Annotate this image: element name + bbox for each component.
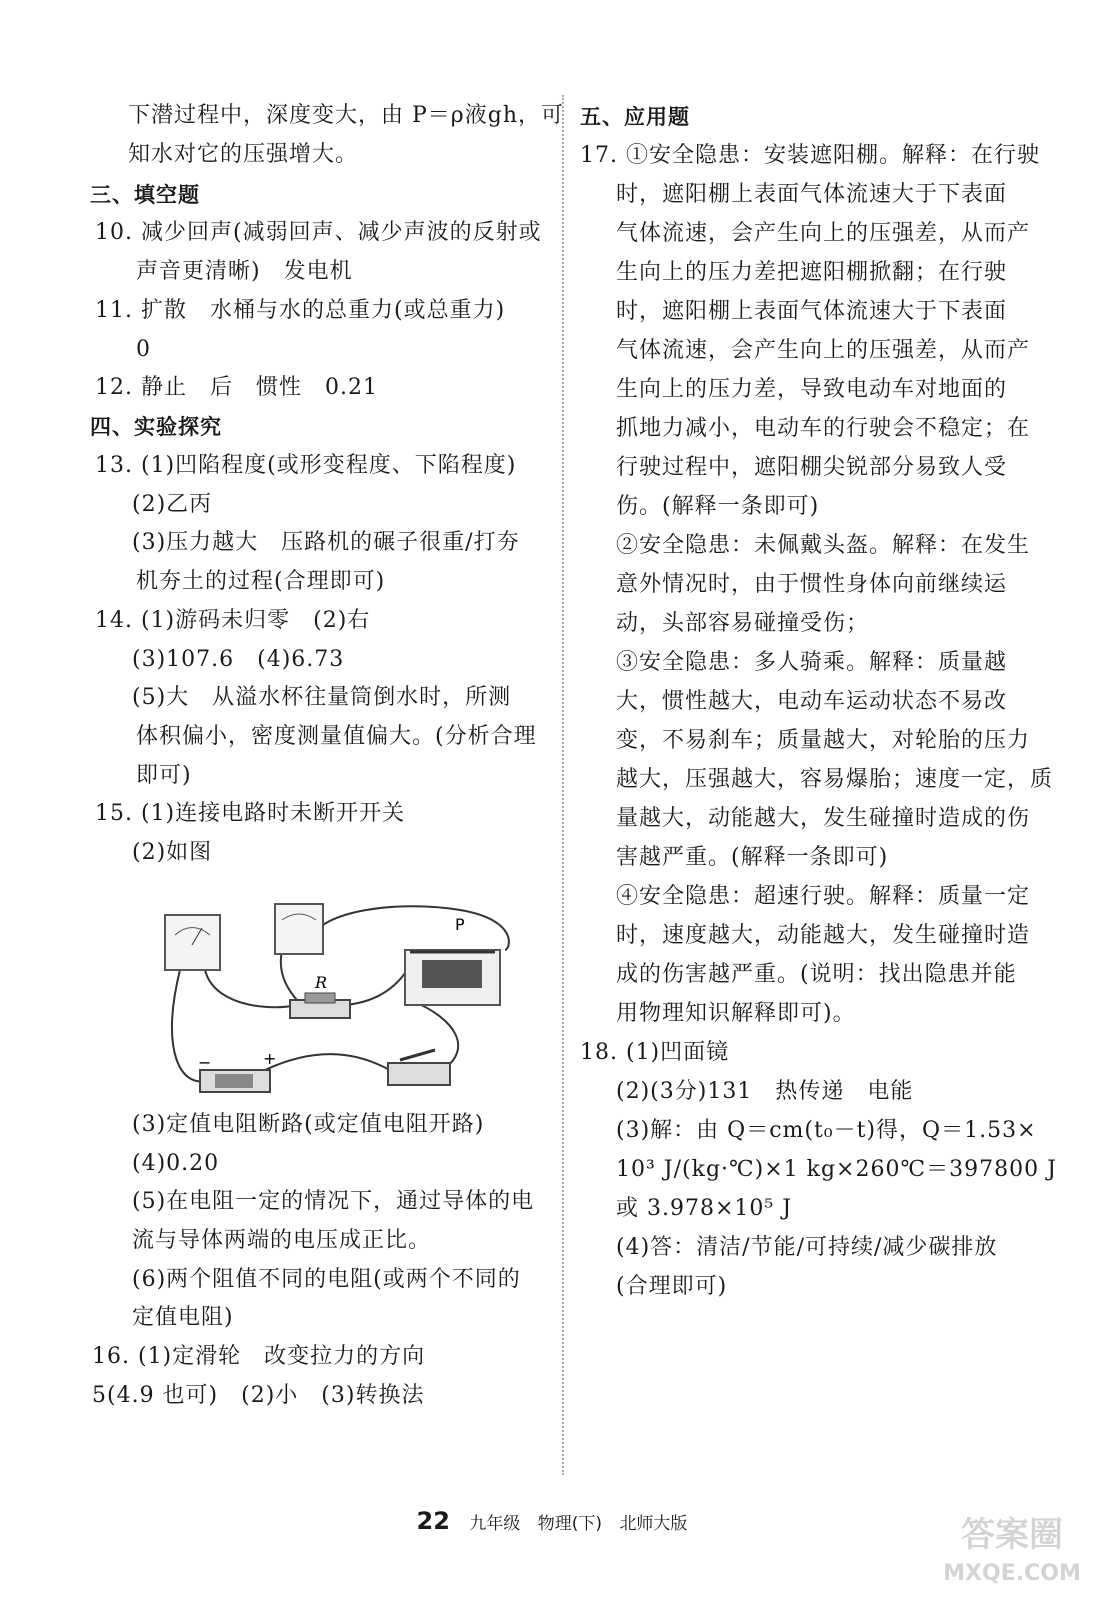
text-line: 伤。(解释一条即可) bbox=[616, 494, 820, 519]
section-heading: 五、应用题 bbox=[580, 105, 690, 129]
text-line: 行驶过程中，遮阳棚尖锐部分易致人受 bbox=[616, 455, 1008, 480]
text-line: 13. (1)凹陷程度(或形变程度、下陷程度) bbox=[95, 453, 517, 478]
subject-label: 物理(下) bbox=[537, 1514, 603, 1534]
rheostat-label: P bbox=[455, 915, 465, 934]
text-line: 体积偏小，密度测量值偏大。(分析合理 bbox=[136, 724, 537, 749]
text-line: 15. (1)连接电路时未断开开关 bbox=[95, 801, 406, 826]
text-line: 或 3.978×10⁵ J bbox=[616, 1196, 793, 1221]
page-number: 22 bbox=[416, 1507, 450, 1535]
text-line: 越大，压强越大，容易爆胎；速度一定，质 bbox=[616, 767, 1054, 792]
text-line: (2)(3分)131 热传递 电能 bbox=[616, 1079, 914, 1104]
text-line: 17. ①安全隐患：安装遮阳棚。解释：在行驶 bbox=[580, 143, 1040, 168]
text-line: 时，遮阳棚上表面气体流速大于下表面 bbox=[616, 299, 1008, 324]
text-line: 5(4.9 也可) (2)小 (3)转换法 bbox=[92, 1383, 425, 1408]
text-line: 时，速度越大，动能越大，发生碰撞时造 bbox=[616, 923, 1031, 948]
text-line: 流与导体两端的电压成正比。 bbox=[132, 1228, 432, 1253]
text-line: 10³ J/(kg·℃)×1 kg×260℃＝397800 J bbox=[616, 1157, 1057, 1182]
text-line: 16. (1)定滑轮 改变拉力的方向 bbox=[92, 1344, 426, 1369]
text-line: 18. (1)凹面镜 bbox=[580, 1040, 730, 1065]
text-line: (5)在电阻一定的情况下，通过导体的电 bbox=[132, 1189, 535, 1214]
text-line: 11. 扩散 水桶与水的总重力(或总重力) bbox=[95, 298, 506, 323]
grade-label: 九年级 bbox=[469, 1514, 521, 1534]
svg-text:MXQE.COM: MXQE.COM bbox=[943, 1561, 1081, 1586]
text-line: 12. 静止 后 惯性 0.21 bbox=[95, 375, 378, 400]
resistor-label: R bbox=[315, 973, 328, 992]
text-line: (2)乙丙 bbox=[132, 492, 213, 517]
text-line: 生向上的压力差把遮阳棚掀翻；在行驶 bbox=[616, 260, 1008, 285]
text-line: 成的伤害越严重。(说明：找出隐患并能 bbox=[616, 962, 1017, 987]
text-line: (3)定值电阻断路(或定值电阻开路) bbox=[132, 1112, 485, 1137]
text-line: 14. (1)游码未归零 (2)右 bbox=[95, 608, 371, 633]
text-line: (3)107.6 (4)6.73 bbox=[132, 647, 345, 672]
text-line: 即可) bbox=[136, 763, 192, 788]
page-footer bbox=[0, 1507, 1104, 1535]
text-line: 量越大，动能越大，发生碰撞时造成的伤 bbox=[616, 806, 1031, 831]
text-line: 意外情况时，由于惯性身体向前继续运 bbox=[616, 572, 1008, 597]
edition-label: 北师大版 bbox=[619, 1514, 688, 1534]
text-line: 0 bbox=[136, 337, 151, 362]
voltmeter bbox=[165, 915, 220, 970]
resistor bbox=[290, 973, 350, 1018]
text-line: 动，头部容易碰撞受伤； bbox=[616, 611, 870, 636]
text-line: 10. 减少回声(减弱回声、减少声波的反射或 bbox=[95, 220, 542, 245]
text-line: 害越严重。(解释一条即可) bbox=[616, 845, 889, 870]
text-line: 气体流速，会产生向上的压强差，从而产 bbox=[616, 338, 1031, 363]
ammeter bbox=[275, 904, 323, 954]
text-line: 生向上的压力差，导致电动车对地面的 bbox=[616, 377, 1008, 402]
text-line: 抓地力减小，电动车的行驶会不稳定；在 bbox=[616, 416, 1031, 441]
svg-text:答案圈: 答案圈 bbox=[961, 1515, 1063, 1555]
section-heading: 四、实验探究 bbox=[90, 415, 222, 439]
rheostat bbox=[405, 915, 500, 1005]
battery bbox=[198, 1049, 276, 1092]
text-line: (4)0.20 bbox=[132, 1151, 220, 1176]
svg-text:−: − bbox=[198, 1053, 212, 1072]
section-heading: 三、填空题 bbox=[90, 183, 200, 207]
text-line: ②安全隐患：未佩戴头盔。解释：在发生 bbox=[616, 533, 1031, 558]
text-line: ③安全隐患：多人骑乘。解释：质量越 bbox=[616, 650, 1008, 675]
text-line: (3)压力越大 压路机的碾子很重/打夯 bbox=[132, 530, 520, 555]
svg-text:+: + bbox=[263, 1049, 277, 1068]
switch bbox=[388, 1050, 450, 1085]
circuit-figure bbox=[160, 900, 530, 1110]
text-line: 气体流速，会产生向上的压强差，从而产 bbox=[616, 221, 1031, 246]
text-line: (4)答：清洁/节能/可持续/减少碳排放 bbox=[616, 1235, 998, 1260]
text-line: ④安全隐患：超速行驶。解释：质量一定 bbox=[616, 884, 1031, 909]
text-line: 声音更清晰) 发电机 bbox=[136, 259, 353, 284]
text-line: 下潜过程中，深度变大，由 P＝ρ液gh，可 bbox=[128, 103, 564, 128]
text-line: (6)两个阻值不同的电阻(或两个不同的 bbox=[132, 1267, 521, 1292]
text-line: (合理即可) bbox=[616, 1274, 728, 1299]
text-line: 时，遮阳棚上表面气体流速大于下表面 bbox=[616, 182, 1008, 207]
text-line: 变，不易刹车；质量越大，对轮胎的压力 bbox=[616, 728, 1031, 753]
column-divider bbox=[562, 95, 564, 1475]
text-line: 知水对它的压强增大。 bbox=[128, 142, 359, 167]
text-line: (3)解：由 Q＝cm(t₀－t)得，Q＝1.53× bbox=[616, 1118, 1037, 1143]
text-line: (5)大 从溢水杯往量筒倒水时，所测 bbox=[132, 685, 512, 710]
text-line: 机夯土的过程(合理即可) bbox=[136, 569, 386, 594]
watermark-logo bbox=[942, 1506, 1082, 1588]
text-line: 用物理知识解释即可)。 bbox=[616, 1001, 856, 1026]
text-line: (2)如图 bbox=[132, 840, 213, 865]
text-line: 大，惯性越大，电动车运动状态不易改 bbox=[616, 689, 1008, 714]
text-line: 定值电阻) bbox=[132, 1305, 234, 1330]
